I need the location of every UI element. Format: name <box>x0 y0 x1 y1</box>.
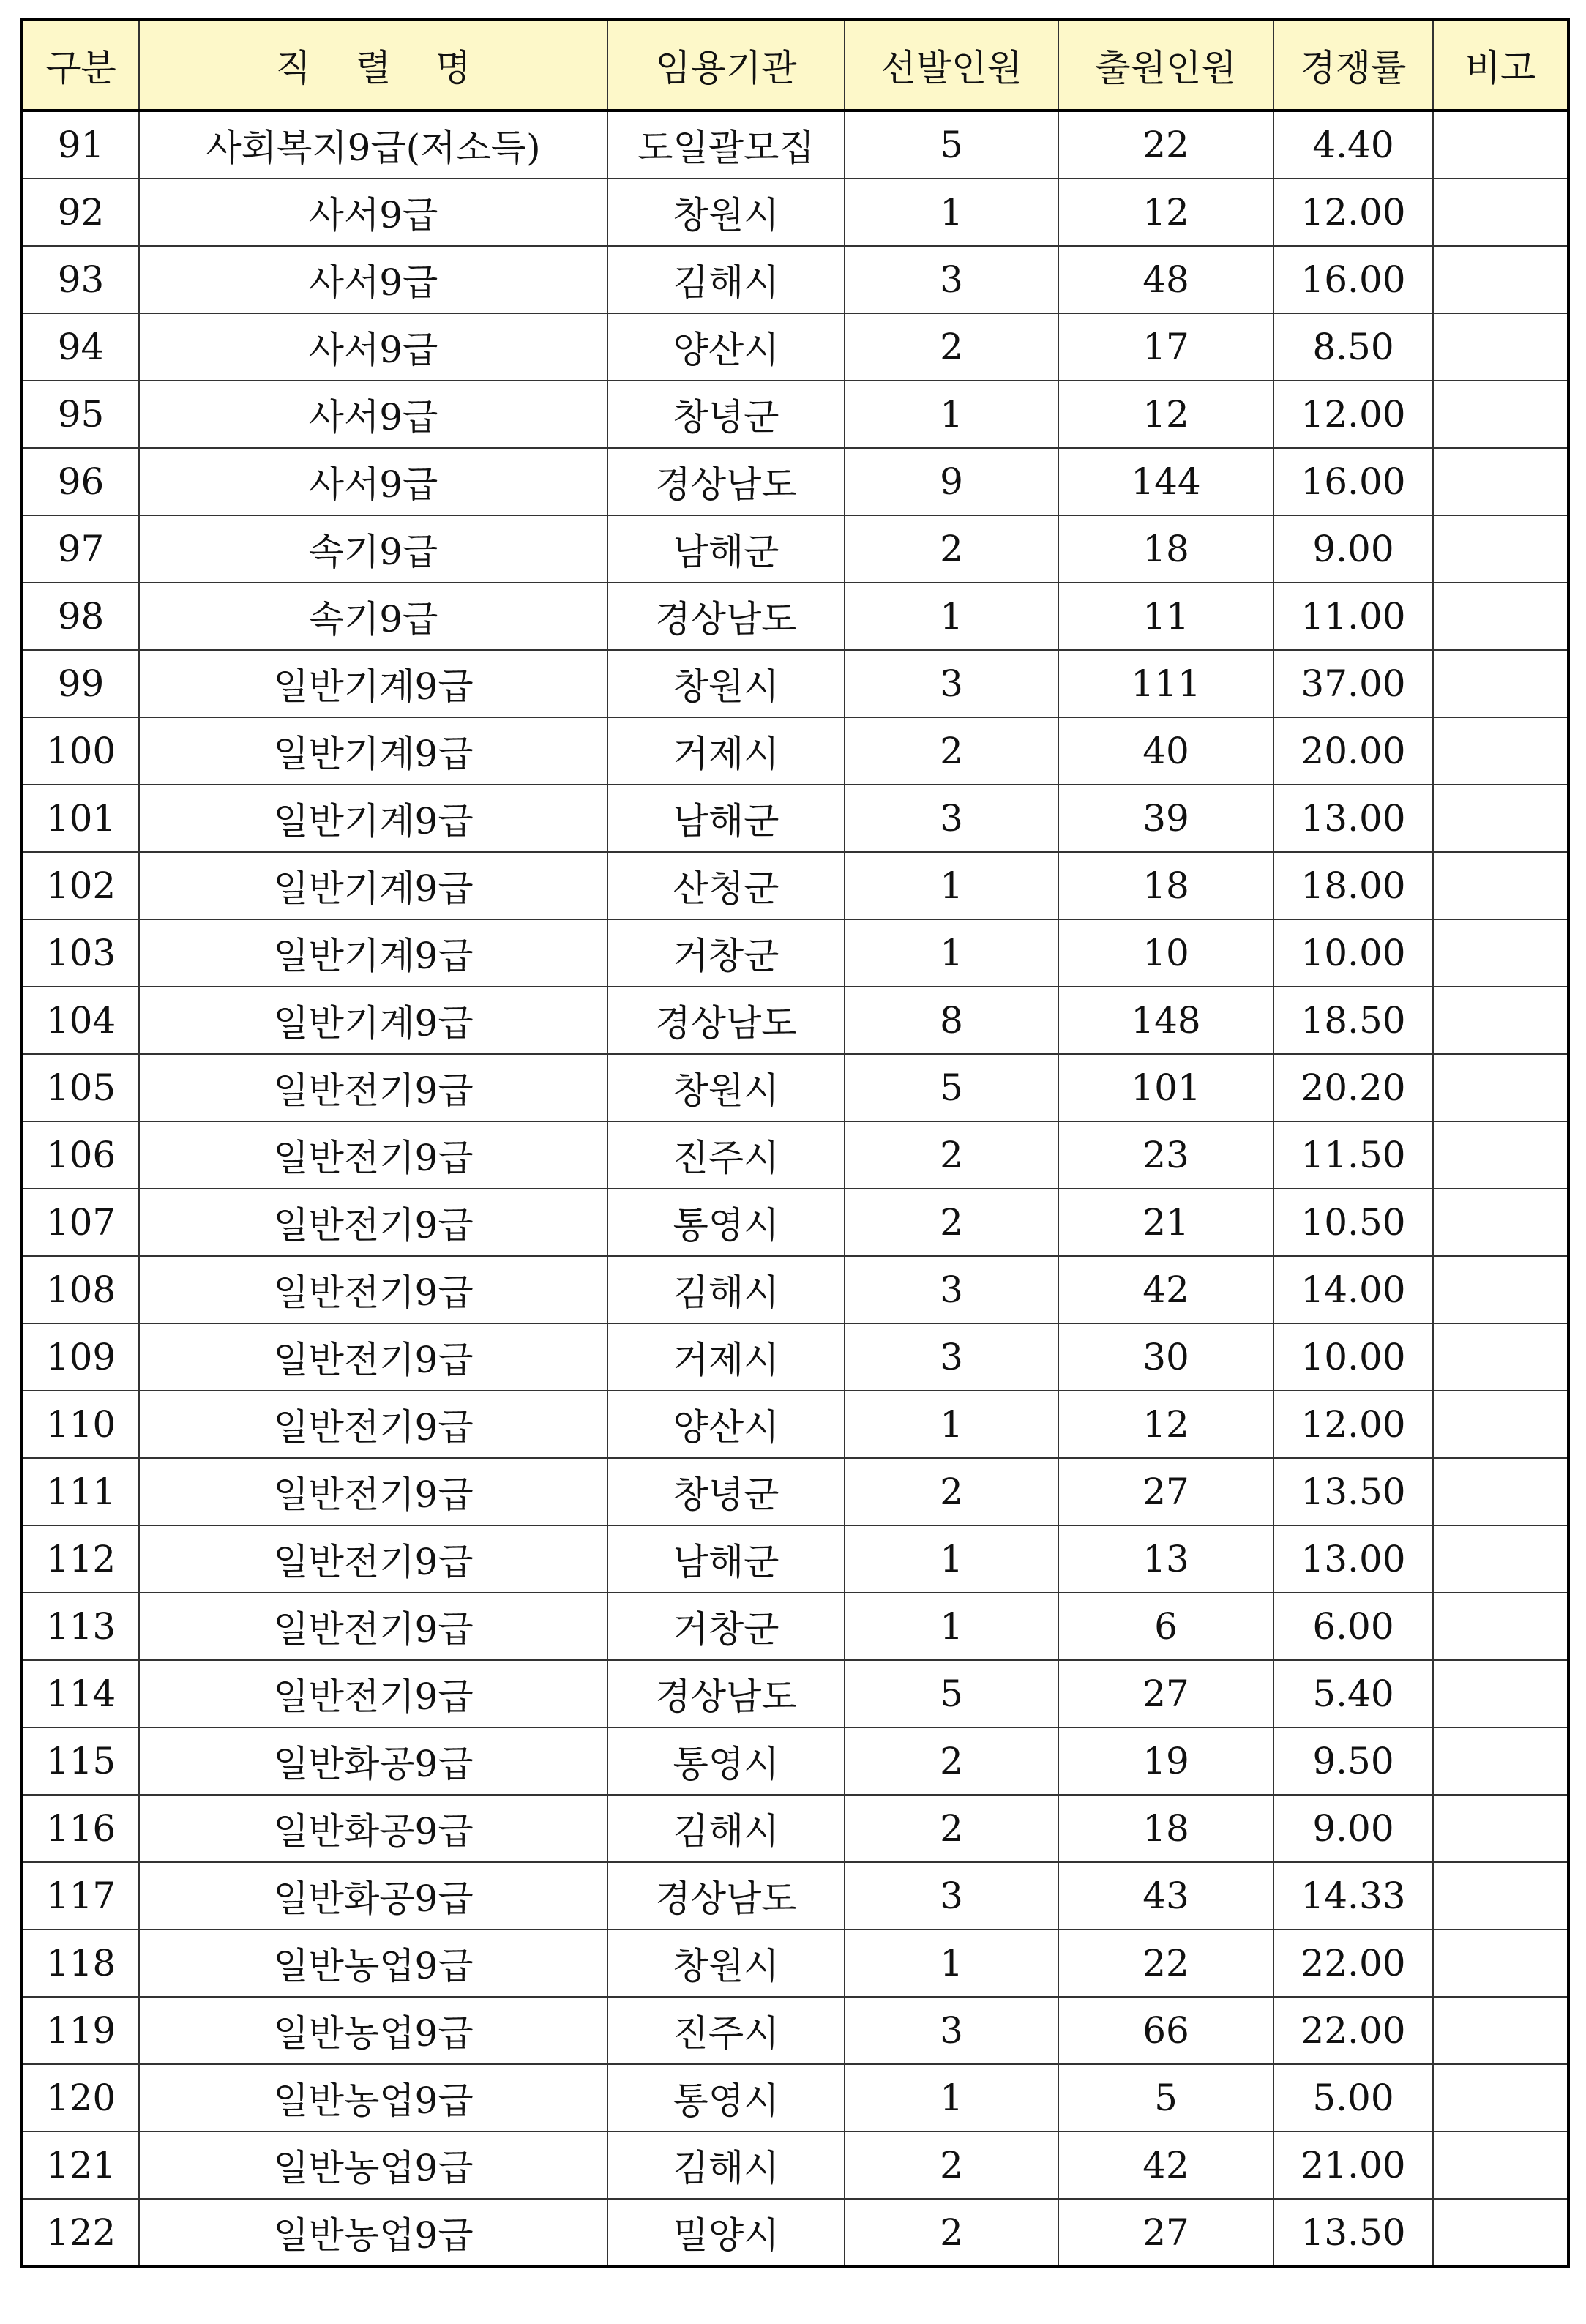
cell-number: 113 <box>22 1593 139 1660</box>
cell-applicants: 22 <box>1058 1929 1273 1997</box>
col-header-selected: 선발인원 <box>845 20 1058 111</box>
cell-job-series: 사서9급 <box>139 246 607 313</box>
cell-number: 108 <box>22 1256 139 1323</box>
col-header-remarks: 비고 <box>1433 20 1568 111</box>
cell-selected: 2 <box>845 313 1058 381</box>
cell-selected: 3 <box>845 650 1058 717</box>
table-row <box>22 1862 1568 1929</box>
cell-selected: 1 <box>845 1525 1058 1593</box>
cell-applicants: 111 <box>1058 650 1273 717</box>
cell-remarks <box>1433 987 1568 1054</box>
col-header-competition-rate: 경쟁률 <box>1273 20 1433 111</box>
cell-competition-rate: 9.00 <box>1273 515 1433 583</box>
cell-applicants: 30 <box>1058 1323 1273 1391</box>
table-row <box>22 1323 1568 1391</box>
cell-competition-rate: 22.00 <box>1273 1929 1433 1997</box>
cell-applicants: 48 <box>1058 246 1273 313</box>
cell-remarks <box>1433 1795 1568 1862</box>
cell-applicants: 6 <box>1058 1593 1273 1660</box>
cell-number: 99 <box>22 650 139 717</box>
cell-competition-rate: 9.00 <box>1273 1795 1433 1862</box>
table-row <box>22 650 1568 717</box>
cell-job-series: 일반전기9급 <box>139 1525 607 1593</box>
cell-agency: 통영시 <box>607 1189 845 1256</box>
cell-job-series: 속기9급 <box>139 583 607 650</box>
table-body <box>22 111 1568 2267</box>
cell-selected: 2 <box>845 1458 1058 1525</box>
table-row <box>22 381 1568 448</box>
table-row <box>22 448 1568 515</box>
cell-agency: 진주시 <box>607 1121 845 1189</box>
table-row <box>22 1593 1568 1660</box>
cell-applicants: 39 <box>1058 785 1273 852</box>
cell-job-series: 일반화공9급 <box>139 1795 607 1862</box>
table-row <box>22 111 1568 179</box>
cell-selected: 2 <box>845 717 1058 785</box>
col-header-category: 구분 <box>22 20 139 111</box>
cell-selected: 2 <box>845 1189 1058 1256</box>
cell-job-series: 일반농업9급 <box>139 2064 607 2131</box>
cell-job-series: 사회복지9급(저소득) <box>139 111 607 179</box>
cell-job-series: 일반전기9급 <box>139 1054 607 1121</box>
cell-agency: 남해군 <box>607 515 845 583</box>
cell-job-series: 일반전기9급 <box>139 1189 607 1256</box>
cell-agency: 경상남도 <box>607 448 845 515</box>
cell-selected: 3 <box>845 1862 1058 1929</box>
cell-selected: 1 <box>845 1929 1058 1997</box>
cell-applicants: 66 <box>1058 1997 1273 2064</box>
table-row <box>22 515 1568 583</box>
cell-applicants: 12 <box>1058 1391 1273 1458</box>
cell-selected: 3 <box>845 785 1058 852</box>
cell-number: 95 <box>22 381 139 448</box>
cell-remarks <box>1433 583 1568 650</box>
cell-job-series: 일반화공9급 <box>139 1727 607 1795</box>
cell-competition-rate: 13.50 <box>1273 1458 1433 1525</box>
cell-remarks <box>1433 179 1568 246</box>
cell-applicants: 23 <box>1058 1121 1273 1189</box>
cell-applicants: 12 <box>1058 179 1273 246</box>
cell-remarks <box>1433 381 1568 448</box>
cell-applicants: 17 <box>1058 313 1273 381</box>
cell-agency: 김해시 <box>607 1256 845 1323</box>
cell-applicants: 18 <box>1058 515 1273 583</box>
cell-agency: 창녕군 <box>607 1458 845 1525</box>
table-row <box>22 1054 1568 1121</box>
cell-applicants: 101 <box>1058 1054 1273 1121</box>
cell-remarks <box>1433 1862 1568 1929</box>
cell-agency: 양산시 <box>607 313 845 381</box>
cell-competition-rate: 5.40 <box>1273 1660 1433 1727</box>
cell-competition-rate: 13.00 <box>1273 1525 1433 1593</box>
col-header-agency: 임용기관 <box>607 20 845 111</box>
cell-applicants: 11 <box>1058 583 1273 650</box>
cell-selected: 3 <box>845 1997 1058 2064</box>
cell-remarks <box>1433 111 1568 179</box>
cell-number: 122 <box>22 2199 139 2267</box>
cell-agency: 거창군 <box>607 919 845 987</box>
cell-number: 121 <box>22 2131 139 2199</box>
cell-job-series: 일반기계9급 <box>139 987 607 1054</box>
cell-remarks <box>1433 1593 1568 1660</box>
cell-job-series: 일반전기9급 <box>139 1323 607 1391</box>
cell-number: 102 <box>22 852 139 919</box>
cell-number: 92 <box>22 179 139 246</box>
cell-job-series: 사서9급 <box>139 313 607 381</box>
cell-applicants: 19 <box>1058 1727 1273 1795</box>
cell-agency: 통영시 <box>607 2064 845 2131</box>
cell-applicants: 42 <box>1058 1256 1273 1323</box>
cell-applicants: 10 <box>1058 919 1273 987</box>
cell-number: 97 <box>22 515 139 583</box>
cell-remarks <box>1433 2131 1568 2199</box>
cell-number: 104 <box>22 987 139 1054</box>
cell-remarks <box>1433 2199 1568 2267</box>
table-row <box>22 313 1568 381</box>
cell-selected: 2 <box>845 1121 1058 1189</box>
cell-agency: 김해시 <box>607 2131 845 2199</box>
table-row <box>22 179 1568 246</box>
cell-job-series: 일반기계9급 <box>139 717 607 785</box>
cell-number: 106 <box>22 1121 139 1189</box>
cell-competition-rate: 10.00 <box>1273 919 1433 987</box>
cell-number: 103 <box>22 919 139 987</box>
cell-job-series: 일반기계9급 <box>139 650 607 717</box>
cell-number: 100 <box>22 717 139 785</box>
cell-competition-rate: 12.00 <box>1273 381 1433 448</box>
cell-agency: 창원시 <box>607 650 845 717</box>
table-row <box>22 717 1568 785</box>
cell-remarks <box>1433 919 1568 987</box>
cell-competition-rate: 13.50 <box>1273 2199 1433 2267</box>
cell-job-series: 일반기계9급 <box>139 852 607 919</box>
cell-applicants: 21 <box>1058 1189 1273 1256</box>
cell-agency: 창원시 <box>607 179 845 246</box>
cell-selected: 5 <box>845 111 1058 179</box>
cell-agency: 남해군 <box>607 1525 845 1593</box>
cell-selected: 1 <box>845 1593 1058 1660</box>
cell-applicants: 43 <box>1058 1862 1273 1929</box>
cell-competition-rate: 20.00 <box>1273 717 1433 785</box>
cell-job-series: 일반전기9급 <box>139 1121 607 1189</box>
cell-remarks <box>1433 1189 1568 1256</box>
cell-job-series: 일반농업9급 <box>139 1929 607 1997</box>
cell-agency: 창원시 <box>607 1054 845 1121</box>
cell-applicants: 18 <box>1058 852 1273 919</box>
cell-job-series: 일반기계9급 <box>139 785 607 852</box>
cell-agency: 산청군 <box>607 852 845 919</box>
cell-remarks <box>1433 650 1568 717</box>
cell-remarks <box>1433 2064 1568 2131</box>
table-row <box>22 1121 1568 1189</box>
table-row <box>22 1391 1568 1458</box>
cell-competition-rate: 18.50 <box>1273 987 1433 1054</box>
cell-number: 112 <box>22 1525 139 1593</box>
cell-competition-rate: 8.50 <box>1273 313 1433 381</box>
cell-remarks <box>1433 717 1568 785</box>
cell-number: 116 <box>22 1795 139 1862</box>
cell-applicants: 42 <box>1058 2131 1273 2199</box>
cell-agency: 창녕군 <box>607 381 845 448</box>
cell-applicants: 22 <box>1058 111 1273 179</box>
cell-competition-rate: 18.00 <box>1273 852 1433 919</box>
cell-number: 114 <box>22 1660 139 1727</box>
cell-competition-rate: 14.33 <box>1273 1862 1433 1929</box>
cell-job-series: 일반전기9급 <box>139 1593 607 1660</box>
cell-number: 94 <box>22 313 139 381</box>
table-row <box>22 1189 1568 1256</box>
cell-agency: 양산시 <box>607 1391 845 1458</box>
cell-job-series: 일반전기9급 <box>139 1660 607 1727</box>
cell-competition-rate: 9.50 <box>1273 1727 1433 1795</box>
cell-selected: 2 <box>845 1727 1058 1795</box>
cell-selected: 3 <box>845 1256 1058 1323</box>
cell-selected: 2 <box>845 515 1058 583</box>
table-row <box>22 2131 1568 2199</box>
cell-remarks <box>1433 1391 1568 1458</box>
cell-selected: 1 <box>845 179 1058 246</box>
cell-competition-rate: 11.00 <box>1273 583 1433 650</box>
cell-agency: 창원시 <box>607 1929 845 1997</box>
cell-remarks <box>1433 1458 1568 1525</box>
cell-number: 109 <box>22 1323 139 1391</box>
cell-number: 119 <box>22 1997 139 2064</box>
cell-number: 101 <box>22 785 139 852</box>
cell-competition-rate: 22.00 <box>1273 1997 1433 2064</box>
cell-job-series: 일반기계9급 <box>139 919 607 987</box>
table-row <box>22 1727 1568 1795</box>
table-row <box>22 2064 1568 2131</box>
table-row <box>22 1458 1568 1525</box>
cell-applicants: 27 <box>1058 1458 1273 1525</box>
table-row <box>22 1525 1568 1593</box>
cell-number: 93 <box>22 246 139 313</box>
cell-selected: 2 <box>845 2199 1058 2267</box>
cell-remarks <box>1433 785 1568 852</box>
cell-applicants: 27 <box>1058 2199 1273 2267</box>
cell-remarks <box>1433 246 1568 313</box>
cell-competition-rate: 4.40 <box>1273 111 1433 179</box>
cell-selected: 1 <box>845 1391 1058 1458</box>
cell-remarks <box>1433 852 1568 919</box>
col-header-applicants: 출원인원 <box>1058 20 1273 111</box>
cell-agency: 거제시 <box>607 717 845 785</box>
table-row <box>22 919 1568 987</box>
cell-number: 111 <box>22 1458 139 1525</box>
cell-selected: 1 <box>845 919 1058 987</box>
cell-competition-rate: 16.00 <box>1273 246 1433 313</box>
table-row <box>22 246 1568 313</box>
cell-remarks <box>1433 1525 1568 1593</box>
cell-competition-rate: 12.00 <box>1273 1391 1433 1458</box>
cell-selected: 1 <box>845 381 1058 448</box>
cell-applicants: 5 <box>1058 2064 1273 2131</box>
cell-number: 91 <box>22 111 139 179</box>
cell-selected: 5 <box>845 1660 1058 1727</box>
cell-number: 117 <box>22 1862 139 1929</box>
cell-applicants: 27 <box>1058 1660 1273 1727</box>
cell-agency: 경상남도 <box>607 987 845 1054</box>
cell-remarks <box>1433 1997 1568 2064</box>
cell-remarks <box>1433 448 1568 515</box>
cell-applicants: 40 <box>1058 717 1273 785</box>
cell-remarks <box>1433 1121 1568 1189</box>
cell-selected: 3 <box>845 246 1058 313</box>
cell-job-series: 사서9급 <box>139 381 607 448</box>
cell-agency: 거창군 <box>607 1593 845 1660</box>
table-row <box>22 1660 1568 1727</box>
cell-job-series: 일반농업9급 <box>139 2199 607 2267</box>
cell-remarks <box>1433 515 1568 583</box>
cell-remarks <box>1433 1323 1568 1391</box>
recruitment-table <box>20 18 1570 2268</box>
cell-competition-rate: 13.00 <box>1273 785 1433 852</box>
table-row <box>22 2199 1568 2267</box>
header-row <box>22 20 1568 111</box>
cell-number: 96 <box>22 448 139 515</box>
cell-applicants: 12 <box>1058 381 1273 448</box>
cell-job-series: 일반전기9급 <box>139 1458 607 1525</box>
cell-applicants: 144 <box>1058 448 1273 515</box>
cell-competition-rate: 10.00 <box>1273 1323 1433 1391</box>
cell-agency: 진주시 <box>607 1997 845 2064</box>
cell-competition-rate: 20.20 <box>1273 1054 1433 1121</box>
table-row <box>22 1795 1568 1862</box>
cell-remarks <box>1433 1256 1568 1323</box>
cell-agency: 남해군 <box>607 785 845 852</box>
cell-job-series: 사서9급 <box>139 179 607 246</box>
cell-agency: 경상남도 <box>607 1862 845 1929</box>
cell-applicants: 18 <box>1058 1795 1273 1862</box>
cell-remarks <box>1433 1727 1568 1795</box>
cell-selected: 3 <box>845 1323 1058 1391</box>
cell-competition-rate: 12.00 <box>1273 179 1433 246</box>
col-header-job-series: 직 렬 명 <box>139 20 607 111</box>
cell-job-series: 일반전기9급 <box>139 1391 607 1458</box>
cell-competition-rate: 5.00 <box>1273 2064 1433 2131</box>
table-row <box>22 785 1568 852</box>
cell-selected: 9 <box>845 448 1058 515</box>
cell-selected: 1 <box>845 583 1058 650</box>
cell-agency: 밀양시 <box>607 2199 845 2267</box>
cell-selected: 8 <box>845 987 1058 1054</box>
cell-competition-rate: 14.00 <box>1273 1256 1433 1323</box>
cell-selected: 2 <box>845 2131 1058 2199</box>
cell-remarks <box>1433 1660 1568 1727</box>
table-row <box>22 1997 1568 2064</box>
cell-selected: 1 <box>845 2064 1058 2131</box>
cell-agency: 김해시 <box>607 1795 845 1862</box>
cell-agency: 김해시 <box>607 246 845 313</box>
cell-number: 118 <box>22 1929 139 1997</box>
cell-number: 107 <box>22 1189 139 1256</box>
cell-selected: 2 <box>845 1795 1058 1862</box>
cell-job-series: 일반농업9급 <box>139 2131 607 2199</box>
cell-number: 98 <box>22 583 139 650</box>
table-row <box>22 1929 1568 1997</box>
cell-competition-rate: 37.00 <box>1273 650 1433 717</box>
cell-competition-rate: 16.00 <box>1273 448 1433 515</box>
cell-applicants: 13 <box>1058 1525 1273 1593</box>
cell-job-series: 속기9급 <box>139 515 607 583</box>
cell-number: 115 <box>22 1727 139 1795</box>
cell-job-series: 사서9급 <box>139 448 607 515</box>
cell-selected: 1 <box>845 852 1058 919</box>
cell-agency: 통영시 <box>607 1727 845 1795</box>
cell-remarks <box>1433 313 1568 381</box>
cell-agency: 도일괄모집 <box>607 111 845 179</box>
cell-number: 120 <box>22 2064 139 2131</box>
cell-job-series: 일반화공9급 <box>139 1862 607 1929</box>
cell-number: 105 <box>22 1054 139 1121</box>
table-row <box>22 1256 1568 1323</box>
cell-number: 110 <box>22 1391 139 1458</box>
cell-agency: 거제시 <box>607 1323 845 1391</box>
cell-competition-rate: 11.50 <box>1273 1121 1433 1189</box>
cell-selected: 5 <box>845 1054 1058 1121</box>
cell-remarks <box>1433 1929 1568 1997</box>
table-row <box>22 852 1568 919</box>
cell-agency: 경상남도 <box>607 1660 845 1727</box>
cell-agency: 경상남도 <box>607 583 845 650</box>
cell-remarks <box>1433 1054 1568 1121</box>
table-row <box>22 987 1568 1054</box>
cell-competition-rate: 10.50 <box>1273 1189 1433 1256</box>
cell-job-series: 일반농업9급 <box>139 1997 607 2064</box>
cell-competition-rate: 21.00 <box>1273 2131 1433 2199</box>
table-row <box>22 583 1568 650</box>
cell-job-series: 일반전기9급 <box>139 1256 607 1323</box>
cell-applicants: 148 <box>1058 987 1273 1054</box>
cell-competition-rate: 6.00 <box>1273 1593 1433 1660</box>
